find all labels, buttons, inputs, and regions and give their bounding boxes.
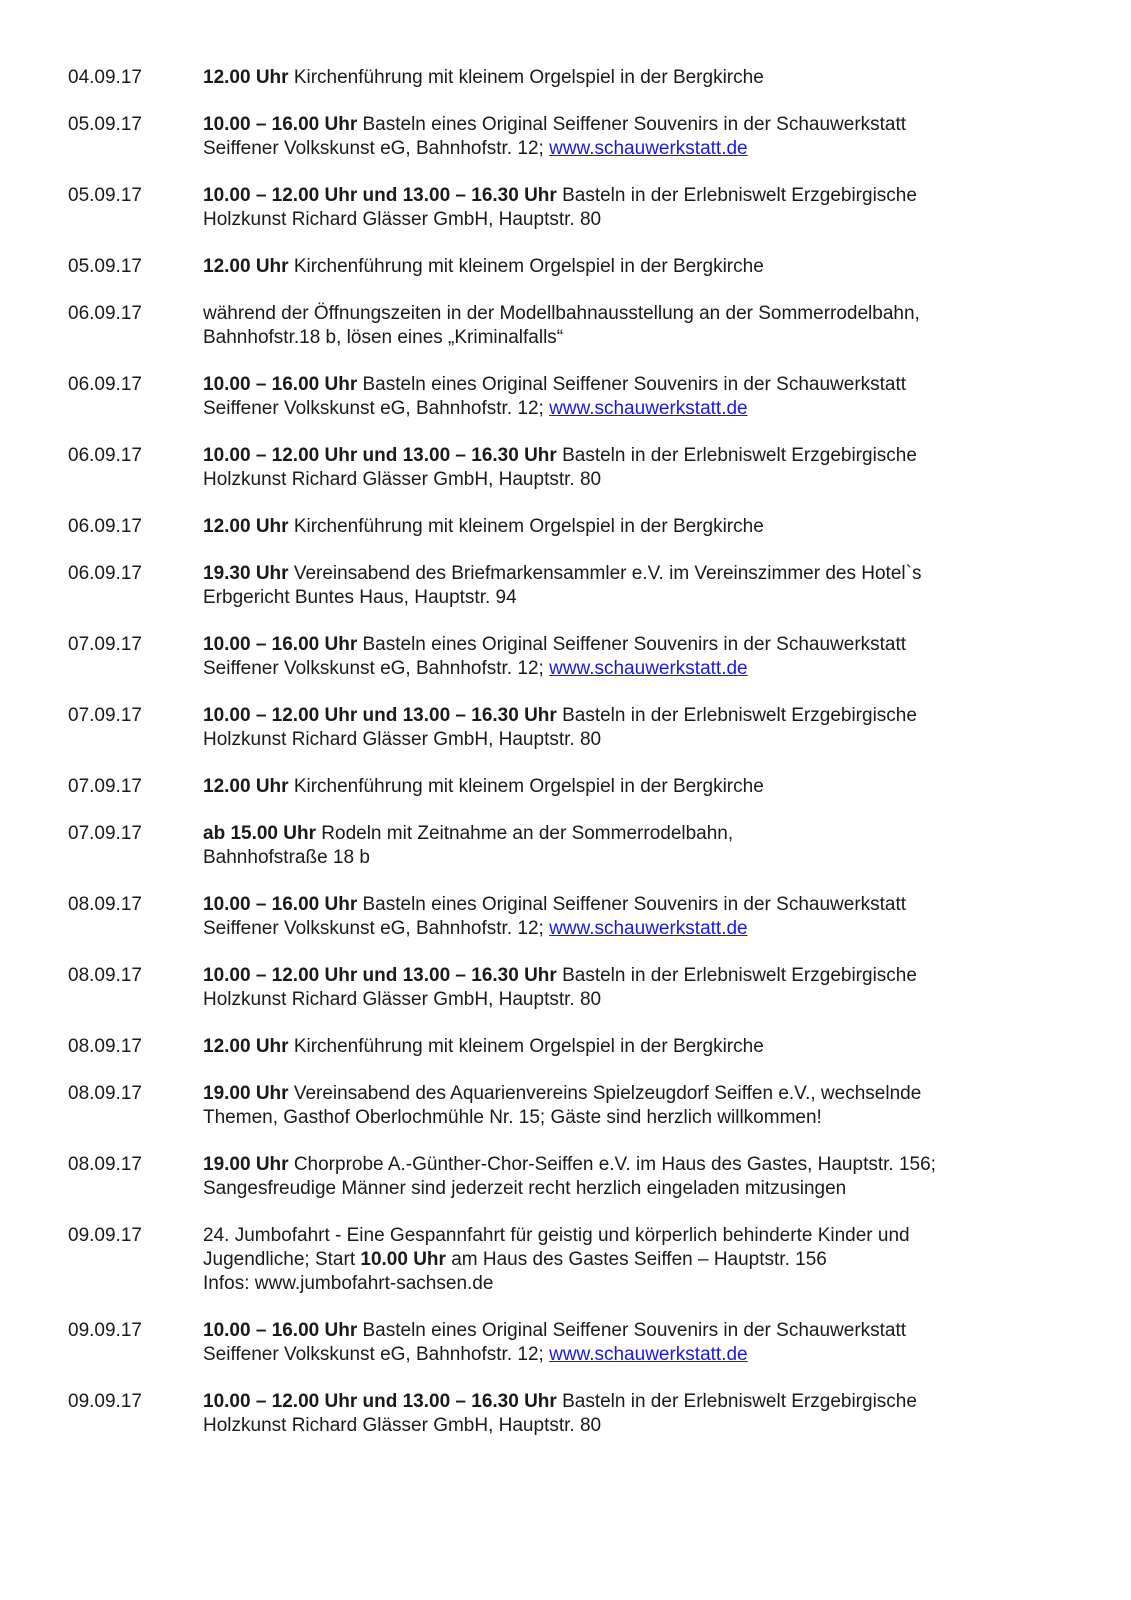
event-text: Erbgericht Buntes Haus, Hauptstr. 94 bbox=[203, 587, 517, 608]
event-description bbox=[203, 775, 1083, 799]
event-date: 07.09.17 bbox=[68, 823, 142, 844]
description-line bbox=[203, 137, 1083, 161]
event-date: 06.09.17 bbox=[68, 445, 142, 466]
event-time: 10.00 – 16.00 Uhr bbox=[203, 374, 358, 395]
event-text: Basteln in der Erlebniswelt Erzgebirgische bbox=[556, 185, 917, 206]
event-description bbox=[203, 66, 1083, 90]
description-line bbox=[203, 444, 1083, 468]
event-description bbox=[203, 1082, 1083, 1130]
event-text: Holzkunst Richard Glässer GmbH, Hauptstr. 80 bbox=[203, 469, 602, 490]
description-line bbox=[203, 728, 1083, 752]
description-line bbox=[203, 113, 1083, 137]
event-description bbox=[203, 1319, 1083, 1367]
description-line bbox=[203, 1082, 1083, 1106]
description-line bbox=[203, 1414, 1083, 1438]
event-description bbox=[203, 184, 1083, 232]
event-time: 10.00 – 12.00 Uhr und 13.00 – 16.30 Uhr bbox=[203, 445, 557, 466]
event-time: 12.00 Uhr bbox=[203, 516, 289, 537]
description-line bbox=[203, 302, 1083, 326]
description-line bbox=[203, 1224, 1083, 1248]
event-text: Holzkunst Richard Glässer GmbH, Hauptstr. 80 bbox=[203, 729, 602, 750]
event-time: 12.00 Uhr bbox=[203, 1036, 289, 1057]
description-line bbox=[203, 1153, 1083, 1177]
description-line bbox=[203, 822, 1083, 846]
event-text: Seiffener Volkskunst eG, Bahnhofstr. 12; bbox=[203, 658, 550, 679]
event-text: Basteln eines Original Seiffener Souvenirs in der Schauwerkstatt bbox=[357, 114, 907, 135]
event-date: 06.09.17 bbox=[68, 563, 142, 584]
event-text: Basteln in der Erlebniswelt Erzgebirgische bbox=[556, 965, 917, 986]
description-line bbox=[203, 633, 1083, 657]
event-date: 04.09.17 bbox=[68, 67, 142, 88]
event-description bbox=[203, 704, 1083, 752]
description-line bbox=[203, 373, 1083, 397]
event-date: 08.09.17 bbox=[68, 894, 142, 915]
event-text: Basteln in der Erlebniswelt Erzgebirgische bbox=[556, 445, 917, 466]
event-description bbox=[203, 562, 1083, 610]
event-text: Kirchenführung mit kleinem Orgelspiel in der Bergkirche bbox=[288, 67, 764, 88]
event-time: 10.00 – 16.00 Uhr bbox=[203, 634, 358, 655]
description-line bbox=[203, 917, 1083, 941]
event-text: Vereinsabend des Aquarienvereins Spielzeugdorf Seiffen e.V., wechselnde bbox=[288, 1083, 922, 1104]
description-line bbox=[203, 326, 1083, 350]
event-text: Kirchenführung mit kleinem Orgelspiel in der Bergkirche bbox=[288, 516, 764, 537]
description-line bbox=[203, 1248, 1083, 1272]
event-date: 07.09.17 bbox=[68, 776, 142, 797]
event-text: Kirchenführung mit kleinem Orgelspiel in der Bergkirche bbox=[288, 1036, 764, 1057]
description-line bbox=[203, 66, 1083, 90]
event-time: ab 15.00 Uhr bbox=[203, 823, 316, 844]
description-line bbox=[203, 1272, 1083, 1296]
event-text: am Haus des Gastes Seiffen – Hauptstr. 156 bbox=[445, 1249, 827, 1270]
description-line bbox=[203, 397, 1083, 421]
website-link[interactable]: www.schauwerkstatt.de bbox=[549, 658, 748, 679]
description-line bbox=[203, 1035, 1083, 1059]
event-date: 07.09.17 bbox=[68, 705, 142, 726]
event-text: Bahnhofstraße 18 b bbox=[203, 847, 370, 868]
description-line bbox=[203, 988, 1083, 1012]
event-text: Holzkunst Richard Glässer GmbH, Hauptstr. 80 bbox=[203, 209, 602, 230]
description-line bbox=[203, 184, 1083, 208]
description-line bbox=[203, 208, 1083, 232]
event-text: Kirchenführung mit kleinem Orgelspiel in der Bergkirche bbox=[288, 256, 764, 277]
event-description bbox=[203, 964, 1083, 1012]
event-time: 10.00 – 16.00 Uhr bbox=[203, 114, 358, 135]
event-description bbox=[203, 893, 1083, 941]
event-description bbox=[203, 1035, 1083, 1059]
event-text: Basteln in der Erlebniswelt Erzgebirgische bbox=[556, 1391, 917, 1412]
event-description bbox=[203, 113, 1083, 161]
event-text: Seiffener Volkskunst eG, Bahnhofstr. 12; bbox=[203, 138, 550, 159]
event-time: 19.00 Uhr bbox=[203, 1083, 289, 1104]
event-time: 12.00 Uhr bbox=[203, 256, 289, 277]
description-line bbox=[203, 515, 1083, 539]
event-text: Basteln eines Original Seiffener Souvenirs in der Schauwerkstatt bbox=[357, 1320, 907, 1341]
event-date: 08.09.17 bbox=[68, 1154, 142, 1175]
event-date: 06.09.17 bbox=[68, 303, 142, 324]
description-line bbox=[203, 1343, 1083, 1367]
description-line bbox=[203, 964, 1083, 988]
description-line bbox=[203, 1319, 1083, 1343]
description-line bbox=[203, 1177, 1083, 1201]
event-text: Jugendliche; Start bbox=[203, 1249, 361, 1270]
event-text: Seiffener Volkskunst eG, Bahnhofstr. 12; bbox=[203, 398, 550, 419]
event-time: 10.00 – 12.00 Uhr und 13.00 – 16.30 Uhr bbox=[203, 185, 557, 206]
event-time: 10.00 Uhr bbox=[360, 1249, 446, 1270]
event-description bbox=[203, 515, 1083, 539]
event-text: Sangesfreudige Männer sind jederzeit recht herzlich eingeladen mitzusingen bbox=[203, 1178, 847, 1199]
event-time: 10.00 – 16.00 Uhr bbox=[203, 894, 358, 915]
event-description bbox=[203, 822, 1083, 870]
description-line bbox=[203, 468, 1083, 492]
description-line bbox=[203, 775, 1083, 799]
event-text: Vereinsabend des Briefmarkensammler e.V. im Vereinszimmer des Hotel`s bbox=[288, 563, 922, 584]
event-date: 07.09.17 bbox=[68, 634, 142, 655]
event-text: Rodeln mit Zeitnahme an der Sommerrodelbahn, bbox=[316, 823, 734, 844]
event-text: Seiffener Volkskunst eG, Bahnhofstr. 12; bbox=[203, 918, 550, 939]
description-line bbox=[203, 255, 1083, 279]
website-link[interactable]: www.schauwerkstatt.de bbox=[549, 138, 748, 159]
event-time: 10.00 – 16.00 Uhr bbox=[203, 1320, 358, 1341]
event-text: Themen, Gasthof Oberlochmühle Nr. 15; Gäste sind herzlich willkommen! bbox=[203, 1107, 822, 1128]
event-time: 19.30 Uhr bbox=[203, 563, 289, 584]
description-line bbox=[203, 846, 1083, 870]
description-line bbox=[203, 657, 1083, 681]
event-description bbox=[203, 1153, 1083, 1201]
event-text: Chorprobe A.-Günther-Chor-Seiffen e.V. im Haus des Gastes, Hauptstr. 156; bbox=[288, 1154, 936, 1175]
description-line bbox=[203, 1106, 1083, 1130]
event-date: 08.09.17 bbox=[68, 1036, 142, 1057]
event-text: 24. Jumbofahrt - Eine Gespannfahrt für geistig und körperlich behinderte Kinder und bbox=[203, 1225, 910, 1246]
event-time: 19.00 Uhr bbox=[203, 1154, 289, 1175]
event-text: Kirchenführung mit kleinem Orgelspiel in der Bergkirche bbox=[288, 776, 764, 797]
event-description bbox=[203, 373, 1083, 421]
description-line bbox=[203, 562, 1083, 586]
event-date: 08.09.17 bbox=[68, 1083, 142, 1104]
event-time: 10.00 – 12.00 Uhr und 13.00 – 16.30 Uhr bbox=[203, 705, 557, 726]
event-text: Seiffener Volkskunst eG, Bahnhofstr. 12; bbox=[203, 1344, 550, 1365]
event-date: 06.09.17 bbox=[68, 516, 142, 537]
event-date: 06.09.17 bbox=[68, 374, 142, 395]
event-description bbox=[203, 1224, 1083, 1296]
event-time: 10.00 – 12.00 Uhr und 13.00 – 16.30 Uhr bbox=[203, 1391, 557, 1412]
event-description bbox=[203, 444, 1083, 492]
event-text: Basteln in der Erlebniswelt Erzgebirgische bbox=[556, 705, 917, 726]
description-line bbox=[203, 586, 1083, 610]
event-time: 12.00 Uhr bbox=[203, 67, 289, 88]
event-text: Holzkunst Richard Glässer GmbH, Hauptstr. 80 bbox=[203, 989, 602, 1010]
event-date: 05.09.17 bbox=[68, 114, 142, 135]
event-date: 09.09.17 bbox=[68, 1320, 142, 1341]
event-text: während der Öffnungszeiten in der Modellbahnausstellung an der Sommerrodelbahn, bbox=[203, 303, 920, 324]
website-link[interactable]: www.schauwerkstatt.de bbox=[549, 918, 748, 939]
event-text: Basteln eines Original Seiffener Souvenirs in der Schauwerkstatt bbox=[357, 634, 907, 655]
website-link[interactable]: www.schauwerkstatt.de bbox=[549, 398, 748, 419]
event-time: 10.00 – 12.00 Uhr und 13.00 – 16.30 Uhr bbox=[203, 965, 557, 986]
description-line bbox=[203, 893, 1083, 917]
event-time: 12.00 Uhr bbox=[203, 776, 289, 797]
description-line bbox=[203, 1390, 1083, 1414]
website-link[interactable]: www.schauwerkstatt.de bbox=[549, 1344, 748, 1365]
event-text: Holzkunst Richard Glässer GmbH, Hauptstr. 80 bbox=[203, 1415, 602, 1436]
event-date: 05.09.17 bbox=[68, 256, 142, 277]
event-text: Infos: www.jumbofahrt-sachsen.de bbox=[203, 1273, 494, 1294]
event-text: Bahnhofstr.18 b, lösen eines „Kriminalfalls“ bbox=[203, 327, 564, 348]
event-date: 08.09.17 bbox=[68, 965, 142, 986]
event-date: 09.09.17 bbox=[68, 1391, 142, 1412]
event-description bbox=[203, 1390, 1083, 1438]
event-date: 05.09.17 bbox=[68, 185, 142, 206]
event-description bbox=[203, 255, 1083, 279]
event-date: 09.09.17 bbox=[68, 1225, 142, 1246]
description-line bbox=[203, 704, 1083, 728]
event-description bbox=[203, 633, 1083, 681]
event-text: Basteln eines Original Seiffener Souvenirs in der Schauwerkstatt bbox=[357, 894, 907, 915]
event-text: Basteln eines Original Seiffener Souvenirs in der Schauwerkstatt bbox=[357, 374, 907, 395]
event-description bbox=[203, 302, 1083, 350]
